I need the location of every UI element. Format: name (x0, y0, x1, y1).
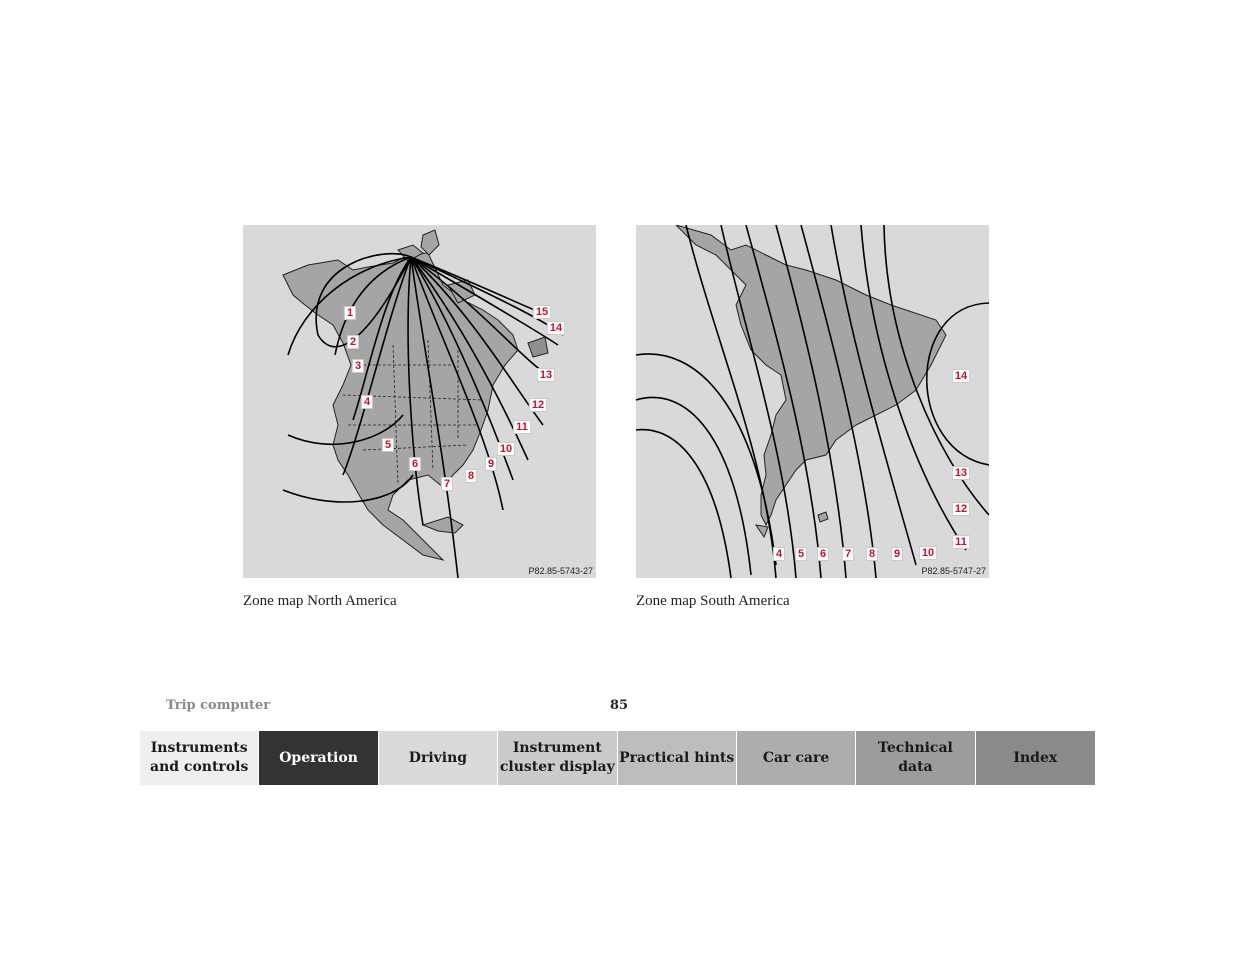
zone-label: 14 (547, 321, 565, 335)
zone-label: 3 (352, 359, 364, 373)
zone-label: 4 (361, 395, 373, 409)
zone-label: 9 (485, 457, 497, 471)
zone-label: 12 (529, 398, 547, 412)
zone-label: 7 (441, 477, 453, 491)
zone-label: 1 (344, 306, 356, 320)
zone-label: 12 (952, 502, 970, 516)
zone-label: 6 (817, 547, 829, 561)
zone-label: 10 (919, 546, 937, 560)
section-title: Trip computer (166, 698, 271, 713)
nav-tab-index[interactable]: Index (976, 731, 1095, 785)
zone-label: 13 (952, 466, 970, 480)
zone-label: 5 (795, 547, 807, 561)
zone-label: 14 (952, 369, 970, 383)
nav-tab-driving[interactable]: Driving (379, 731, 498, 785)
nav-tab-instruments-and-controls[interactable]: Instruments and controls (140, 731, 259, 785)
zone-label: 2 (347, 335, 359, 349)
nav-tab-technical-data[interactable]: Technical data (856, 731, 975, 785)
nav-tab-operation[interactable]: Operation (259, 731, 378, 785)
section-nav (140, 731, 1095, 785)
zone-map-north-america (243, 225, 596, 578)
zone-label: 5 (382, 438, 394, 452)
south-america-map-graphic (636, 225, 989, 578)
figure-caption: Zone map North America (243, 593, 397, 609)
zone-label: 8 (866, 547, 878, 561)
zone-label: 11 (513, 420, 531, 434)
zone-map-south-america (636, 225, 989, 578)
zone-label: 8 (465, 469, 477, 483)
zone-label: 6 (409, 457, 421, 471)
zone-label: 10 (497, 442, 515, 456)
figure-caption: Zone map South America (636, 593, 790, 609)
image-code: P82.85-5747-27 (921, 566, 986, 576)
image-code: P82.85-5743-27 (528, 566, 593, 576)
zone-label: 4 (773, 547, 785, 561)
nav-tab-practical-hints[interactable]: Practical hints (618, 731, 737, 785)
zone-label: 7 (842, 547, 854, 561)
zone-label: 15 (533, 305, 551, 319)
nav-tab-instrument-cluster-display[interactable]: Instrument cluster display (498, 731, 617, 785)
nav-tab-car-care[interactable]: Car care (737, 731, 856, 785)
zone-label: 9 (891, 547, 903, 561)
zone-label: 11 (952, 535, 970, 549)
zone-label: 13 (537, 368, 555, 382)
page-number: 85 (610, 698, 629, 713)
